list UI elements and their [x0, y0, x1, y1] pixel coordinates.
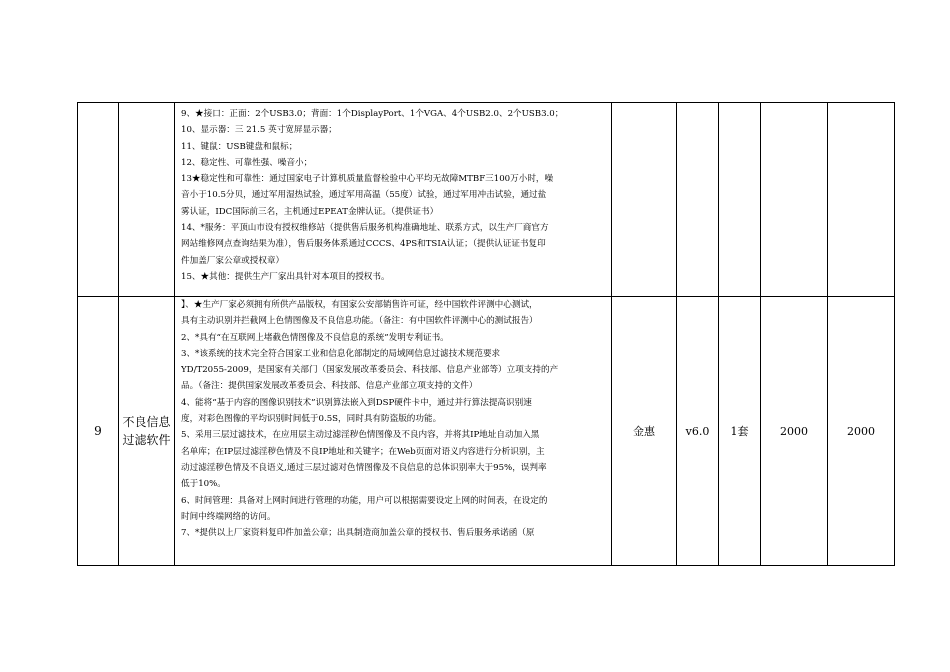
- spec-line: 6、时间管理：具备对上网时间进行管理的功能，用户可以根据需要设定上网的时间表，在设定的: [181, 495, 548, 506]
- item-name-cell: [119, 297, 175, 566]
- spec-line: 动过滤淫秽色情及不良语义,通过三层过滤对色情图像及不良信息的总体识别率大于95%，误判率: [181, 462, 547, 473]
- spec-line: 低于10%。: [181, 479, 226, 490]
- spec-line: 】、★生产厂家必须拥有所供产品版权，有国家公安部销售许可证，经中国软件评测中心测试，: [181, 300, 538, 310]
- brand-cell: 金惠: [612, 297, 677, 566]
- item-name-cell: [119, 103, 175, 297]
- spec-line: 品。（备注：提供国家发展改革委员会、科技部、信息产业部立项支持的文件）: [181, 381, 478, 392]
- spec-table: [77, 102, 895, 566]
- spec-line: 度，对彩色图像的平均识别时间低于0.5S，同时具有防盗版的功能。: [181, 414, 442, 425]
- spec-line: 10、显示器：三 21.5 英寸宽屏显示器；: [181, 125, 337, 136]
- spec-line: 具有主动识别并拦截网上色情图像及不良信息功能。（备注：有中国软件评测中心的测试报告）: [181, 316, 538, 327]
- unit-price-cell: 2000: [761, 297, 828, 566]
- spec-description: [181, 297, 605, 565]
- spec-line: 音小于10.5分贝，通过军用湿热试验，通过军用高温（55度）试验，通过军用冲击试验，通过盐: [181, 190, 547, 201]
- table-row: [78, 297, 895, 566]
- quantity-cell: [719, 103, 761, 297]
- spec-description-cell: [175, 103, 612, 297]
- spec-line: 网站维修网点查询结果为准），售后服务体系通过CCCS、4PS和TSIA认证；（提供认证证书复印: [181, 239, 546, 250]
- version-cell: [677, 103, 719, 297]
- spec-line: 9、★接口：正面：2个USB3.0；背面：1个DisplayPort、1个VGA、4个USB2.0、2个USB3.0；: [181, 109, 564, 119]
- spec-line: 4、能将“基于内容的图像识别技术”识别算法嵌入到DSP硬件卡中，通过并行算法提高识别速: [181, 397, 532, 408]
- spec-line: 7、*提供以上厂家资料复印件加盖公章；出具制造商加盖公章的授权书、售后服务承诺函（原: [181, 528, 535, 539]
- item-name-line: 过滤软件: [122, 433, 171, 447]
- spec-description: [181, 103, 605, 296]
- spec-line: 15、★其他：提供生产厂家出具针对本项目的授权书。: [181, 271, 390, 282]
- spec-line: 11、键鼠：USB键盘和鼠标；: [181, 141, 298, 152]
- spec-line: 名单库；在IP层过滤淫秽色情及不良IP地址和关键字；在Web页面对语义内容进行分析识别，主: [181, 446, 545, 457]
- table-row: [78, 103, 895, 297]
- spec-description-cell: [175, 297, 612, 566]
- spec-line: 14、*服务：平顶山市设有授权维修站（提供售后服务机构准确地址、联系方式，以生产厂商官方: [181, 223, 549, 234]
- brand-cell: [612, 103, 677, 297]
- spec-line: 3、*该系统的技术完全符合国家工业和信息化部制定的局域网信息过滤技术规范要求: [181, 348, 501, 359]
- version-cell: v6.0: [677, 297, 719, 566]
- spec-line: 5、采用三层过滤技术，在应用层主动过滤淫秽色情图像及不良内容，并将其IP地址自动加入黑: [181, 430, 540, 441]
- spec-line: 13★稳定性和可靠性：通过国家电子计算机质量监督检验中心平均无故障MTBF三100万小时，噪: [181, 174, 554, 185]
- spec-line: 件加盖厂家公章或授权章）: [181, 255, 285, 266]
- spec-line: 雾认证，IDC国际前三名，主机通过EPEAT金牌认证。（提供证书）: [181, 206, 439, 217]
- total-price-cell: [828, 103, 895, 297]
- item-number-cell: 9: [78, 297, 119, 566]
- spec-line: 时间中终端网络的访问。: [181, 511, 276, 522]
- item-name-line: 不良信息: [122, 415, 171, 429]
- spec-line: 12、稳定性、可靠性强、噪音小；: [181, 157, 313, 168]
- spec-line: 2、*具有“在互联网上堵截色情图像及不良信息的系统”发明专利证书。: [181, 332, 449, 343]
- total-price-cell: 2000: [828, 297, 895, 566]
- unit-price-cell: [761, 103, 828, 297]
- spec-line: YD/T2055-2009，是国家有关部门（国家发展改革委员会、科技部、信息产业部等）立项支持的产: [181, 365, 559, 376]
- item-number-cell: [78, 103, 119, 297]
- quantity-cell: 1套: [719, 297, 761, 566]
